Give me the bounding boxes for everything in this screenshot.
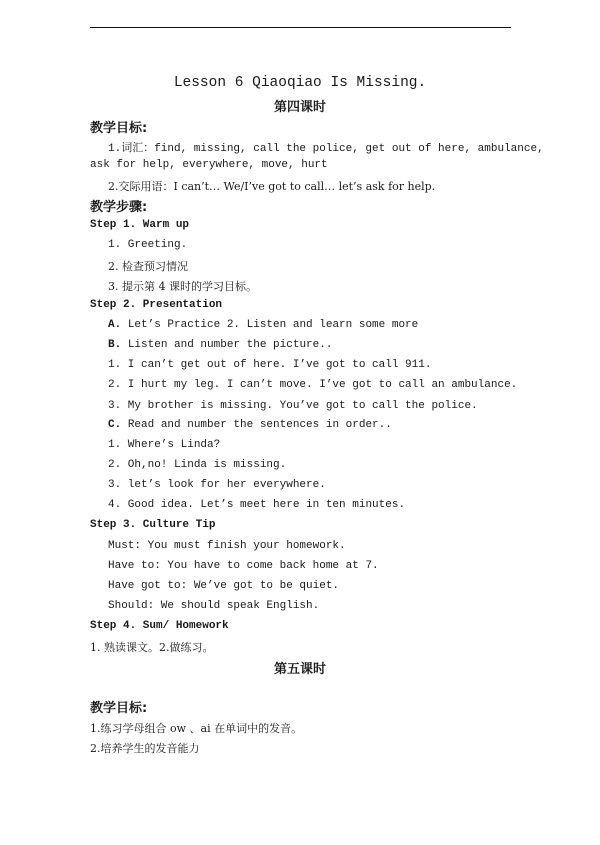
culture-tip-item: Have got to: We’ve got to be quiet. xyxy=(108,580,340,592)
lesson5-heading: 第五课时 xyxy=(273,662,326,677)
lesson5-goal-1: 1.练习学母组合 ow 、ai 在单词中的发音。 xyxy=(90,722,303,735)
part-a-marker: A. xyxy=(108,319,122,331)
goal-1-line-2: ask for help, everywhere, move, hurt xyxy=(90,159,328,171)
culture-tip-item: Must: You must finish your homework. xyxy=(108,540,346,552)
lesson5-goal-2: 2.培养学生的发音能力 xyxy=(90,742,200,755)
part-b xyxy=(108,339,332,351)
step-2-title: Step 2. Presentation xyxy=(90,299,223,311)
lesson5-goals-heading: 教学目标: xyxy=(90,701,148,716)
lesson-title: Lesson 6 Qiaoqiao Is Missing. xyxy=(173,75,427,91)
steps-heading: 教学步骤: xyxy=(90,200,148,215)
step-3-title: Step 3. Culture Tip xyxy=(90,519,216,531)
step-1-item: 3. 提示第 4 课时的学习目标。 xyxy=(108,280,257,293)
step-1-item: 1. Greeting. xyxy=(108,239,188,251)
part-b-item: 2. I hurt my leg. I can’t move. I’ve got to call an ambulance. xyxy=(108,379,518,391)
lesson4-heading: 第四课时 xyxy=(273,100,326,115)
part-c-item: 1. Where’s Linda? xyxy=(108,439,221,451)
culture-tip-item: Have to: You have to come back home at 7. xyxy=(108,560,379,572)
step-1-title: Step 1. Warm up xyxy=(90,219,190,231)
part-c-item: 3. let’s look for her everywhere. xyxy=(108,479,326,491)
step-1-item: 2. 检查预习情况 xyxy=(108,260,188,273)
part-c-item: 2. Oh,no! Linda is missing. xyxy=(108,459,287,471)
homework-text: 1. 熟读课文。2.做练习。 xyxy=(90,641,214,654)
lesson4-goals-heading: 教学目标: xyxy=(90,121,148,136)
part-b-item: 1. I can’t get out of here. I’ve got to call 911. xyxy=(108,359,432,371)
part-b-item: 3. My brother is missing. You’ve got to call the police. xyxy=(108,400,478,412)
part-c-text: Read and number the sentences in order.. xyxy=(127,419,392,431)
goal-1-line-1: 1.词汇：find, missing, call the police, get out of here, ambulance, xyxy=(108,143,544,155)
part-c-item: 4. Good idea. Let’s meet here in ten minutes. xyxy=(108,499,406,511)
part-c-marker: C. xyxy=(108,419,122,431)
part-b-marker: B. xyxy=(108,339,122,351)
part-c xyxy=(108,419,392,431)
part-a xyxy=(108,319,418,331)
goal-2: 2.交际用语：I can’t… We/I’ve got to call… let’s ask for help. xyxy=(108,180,436,193)
header-rule xyxy=(90,27,511,28)
culture-tip-item: Should: We should speak English. xyxy=(108,600,320,612)
part-b-text: Listen and number the picture.. xyxy=(127,339,333,351)
part-a-text: Let’s Practice 2. Listen and learn some more xyxy=(127,319,419,331)
step-4-title: Step 4. Sum/ Homework xyxy=(90,620,229,632)
